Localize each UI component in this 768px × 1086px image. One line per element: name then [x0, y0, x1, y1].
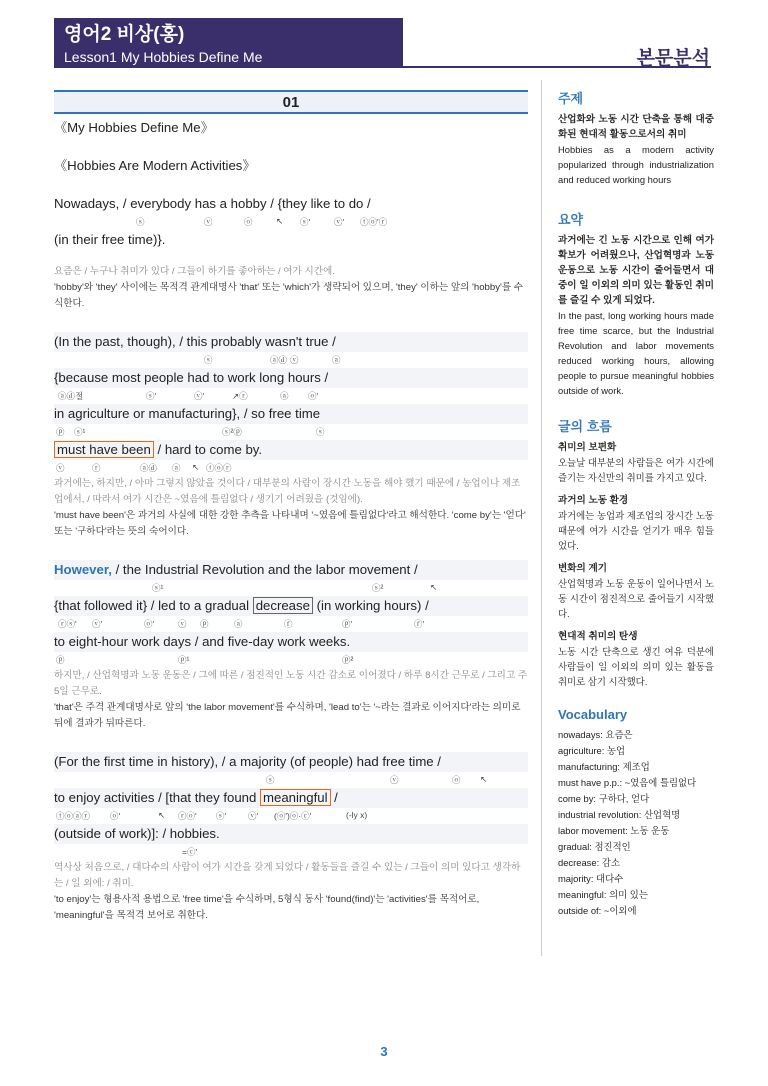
theme-heading: 주제: [558, 91, 584, 106]
sentence-1: [54, 194, 528, 312]
grammar-tags: ⓢ ⓥ ⓞ ↖: [266, 774, 488, 785]
flow-heading: 글의 흐름: [558, 419, 612, 434]
sentence-3-line-1: [54, 560, 528, 580]
sidebar-divider: [541, 80, 542, 956]
grammar-tags: ⓢ¹ ⓢ² ↖: [152, 582, 438, 593]
sentence-text: {that followed it} / led to a gradual: [54, 598, 253, 613]
grammar-tags: ⓢ ⓐⓓ ⓥ ⓐ: [204, 355, 341, 365]
grammar-tags: ⓡⓢ' ⓥ' ⓞ' ⓥ ⓟ ⓐ ⓕ ⓟ' ⓕ': [58, 619, 425, 629]
textbook-title: 영어2 비상(홍): [64, 24, 185, 45]
passage-title: 《My Hobbies Define Me》: [54, 120, 214, 135]
grammar-note: 'must have been'은 과거의 사실에 대한 강한 추측을 나타내며 '~였음에 틀림없다'라고 해석한다. 'come by'는 '얻다' 또는 '구하다'라는 뜻의 숙어이다.: [54, 510, 526, 537]
flow-text: 노동 시간 단축으로 생긴 여유 덕분에 사람들이 일 이외의 의미 있는 활동을 취미로 삼기 시작했다.: [558, 646, 714, 687]
sentence-2-line-1: (In the past, though), / this probably wasn't true /: [54, 332, 528, 352]
grammar-note: 'to enjoy'는 형용사적 용법으로 'free time'을 수식하며, 5형식 동사 'found(find)'는 'activities'를 목적어로, 'meaningful'을 목적격 보어로 취한다.: [54, 894, 480, 921]
flow-text: 산업혁명과 노동 운동이 일어나면서 노동 시간이 점진적으로 줄어들기 시작했다.: [558, 578, 714, 619]
vocab-item: labor movement: 노동 운동: [558, 825, 670, 836]
summary-english: In the past, long working hours made free time scarce, but the Industrial Revolution and labor movements reduced working hours, allowing people to pursue meaningful hobbies outside of work.: [558, 310, 714, 396]
korean-translation: 과거에는, 하지만, / 아마 그렇지 않았을 것이다 / 대부분의 사람이 장시간 노동을 해야 했기 때문에 / 농업이나 제조업에서, / 따라서 여가 시간은 ~였음에 틀림없다 / 생기기 어려웠을 (것임에).: [54, 478, 521, 505]
sentence-2: [54, 332, 528, 540]
vocab-item: manufacturing: 제조업: [558, 761, 650, 772]
transition-word: However,: [54, 562, 112, 577]
sentence-2-line-2: {because most people had to work long hours /: [54, 368, 528, 388]
analysis-column: [54, 90, 528, 924]
flow-title: 취미의 보편화: [558, 442, 617, 453]
section-label: 본문분석: [636, 48, 710, 69]
grammar-tags: ⓟ ⓢ¹ ⓢ²ⓟ ⓢ: [56, 427, 325, 437]
vocab-item: agriculture: 농업: [558, 745, 626, 756]
flow-title: 변화의 계기: [558, 563, 608, 574]
grammar-note: 'that'은 주격 관계대명사로 앞의 'the labor movement'를 수식하며, 'lead to'는 '~라는 결과로 이어지다'라는 의미로 뒤에 결과가 뒤따른다.: [54, 702, 521, 729]
sentence-text: / the Industrial Revolution and the labor movement /: [111, 562, 418, 577]
highlighted-word: meaningful: [260, 789, 331, 806]
vocab-item: industrial revolution: 산업혁명: [558, 809, 681, 820]
sentence-3: [54, 560, 528, 732]
flow-item: [558, 629, 714, 689]
flow-text: 오늘날 대부분의 사람들은 여가 시간에 즐기는 자신만의 취미를 가지고 있다.: [558, 457, 714, 483]
flow-item: [558, 493, 714, 553]
flow-text: 과거에는 농업과 제조업의 장시간 노동 때문에 여가 시간을 얻기가 매우 힘들었다.: [558, 510, 714, 551]
flow-title: 과거의 노동 환경: [558, 495, 629, 506]
page-number: 3: [380, 1044, 388, 1059]
vocab-item: come by: 구하다, 얻다: [558, 793, 650, 804]
vocabulary-list: [558, 727, 714, 919]
korean-translation: 요즘은 / 누구나 취미가 있다 / 그들이 하기를 좋아하는 / 여가 시간에.: [54, 266, 335, 277]
grammar-tags: ⓐⓓ절 ⓢ' ⓥ' ↗ⓡ ⓐ ⓞ': [58, 391, 319, 401]
header-banner: [54, 18, 403, 68]
korean-translation: 역사상 처음으로, / 대다수의 사람이 여가 시간을 갖게 되었다 / 활동들을 즐길 수 있는 / 그들이 의미 있다고 생각하는 / 일 외에: / 취미.: [54, 862, 521, 889]
theme-english: Hobbies as a modern activity popularized through industrialization and reduced working hours: [558, 144, 714, 185]
vocab-item: meaningful: 의미 있는: [558, 889, 648, 900]
summary-heading: 요약: [558, 212, 584, 227]
sentence-3-line-2: [54, 596, 528, 616]
sentence-4-line-3: (outside of work)]: / hobbies.: [54, 824, 528, 844]
theme-korean: 산업화와 노동 시간 단축을 통해 대중화된 현대적 활동으로서의 취미: [558, 114, 714, 140]
sentence-text: / hard to come by.: [153, 442, 263, 457]
sentence-3-line-3: to eight-hour work days / and five-day work weeks.: [54, 632, 528, 652]
vocab-item: majority: 대다수: [558, 873, 624, 884]
vocabulary-heading: Vocabulary: [558, 707, 628, 722]
sentence-4-line-1: (For the first time in history), / a majority (of people) had free time /: [54, 752, 528, 772]
sentence-4: [54, 752, 528, 924]
vocab-item: gradual: 점진적인: [558, 841, 631, 852]
sentence-4-line-2: [54, 788, 528, 808]
sentence-1-line-2: (in their free time)}.: [54, 232, 166, 247]
flow-title: 현대적 취미의 탄생: [558, 631, 638, 642]
summary-korean: 과거에는 긴 노동 시간으로 인해 여가 확보가 어려웠으나, 산업혁명과 노동 운동으로 노동 시간이 줄어들면서 대중이 일 이외의 의미 있는 활동인 취미를 즐길 수 있게 되었다.: [558, 235, 714, 306]
highlighted-word: decrease: [253, 597, 313, 614]
vocab-item: nowadays: 요즘은: [558, 729, 633, 740]
sentence-text: /: [330, 790, 338, 805]
passage-subtitle: 《Hobbies Are Modern Activities》: [54, 158, 256, 173]
vocab-item: must have p.p.: ~였음에 틀림없다: [558, 777, 697, 788]
highlighted-phrase: must have been: [54, 441, 154, 458]
flow-item: [558, 561, 714, 621]
sentence-text: to enjoy activities / [that they found: [54, 790, 260, 805]
grammar-tags: ⓢ ⓥ ⓞ ↖ ⓢ' ⓥ' ⓣⓞ'ⓡ: [136, 216, 388, 227]
grammar-tags: ⓣⓞⓐⓡ ⓞ' ↖ ⓡⓞ' ⓢ' ⓥ' (ⓞ')ⓞ·ⓒ' (-ly x): [56, 810, 368, 821]
vocab-item: outside of: ~이외에: [558, 905, 637, 916]
grammar-tags: ⓥ ⓡ ⓐⓓ ⓐ ↖ ⓣⓞⓡ: [56, 462, 232, 473]
sentence-text: (in working hours) /: [312, 598, 429, 613]
vocab-item: decrease: 감소: [558, 857, 620, 868]
sentence-2-line-4: [54, 440, 528, 460]
flow-item: [558, 440, 714, 485]
sidebar: [558, 88, 714, 919]
sentence-2-line-3: in agriculture or manufacturing}, / so free time: [54, 404, 528, 424]
lesson-title: Lesson1 My Hobbies Define Me: [64, 49, 263, 65]
grammar-tags: ⓟ ⓟ¹ ⓟ²: [56, 655, 354, 665]
korean-translation: 하지만, / 산업혁명과 노동 운동은 / 그에 따른 / 점진적인 노동 시간 감소로 이어졌다 / 하루 8시간 근무로 / 그리고 주 5일 근무로.: [54, 670, 528, 697]
grammar-tags: =ⓒ': [182, 847, 198, 857]
sentence-1-line-1: Nowadays, / everybody has a hobby / {they like to do /: [54, 196, 371, 211]
passage-number: 01: [54, 90, 528, 114]
grammar-note: 'hobby'와 'they' 사이에는 목적격 관계대명사 'that' 또는 'which'가 생략되어 있으며, 'they' 이하는 앞의 'hobby'를 수식한다.: [54, 282, 524, 309]
